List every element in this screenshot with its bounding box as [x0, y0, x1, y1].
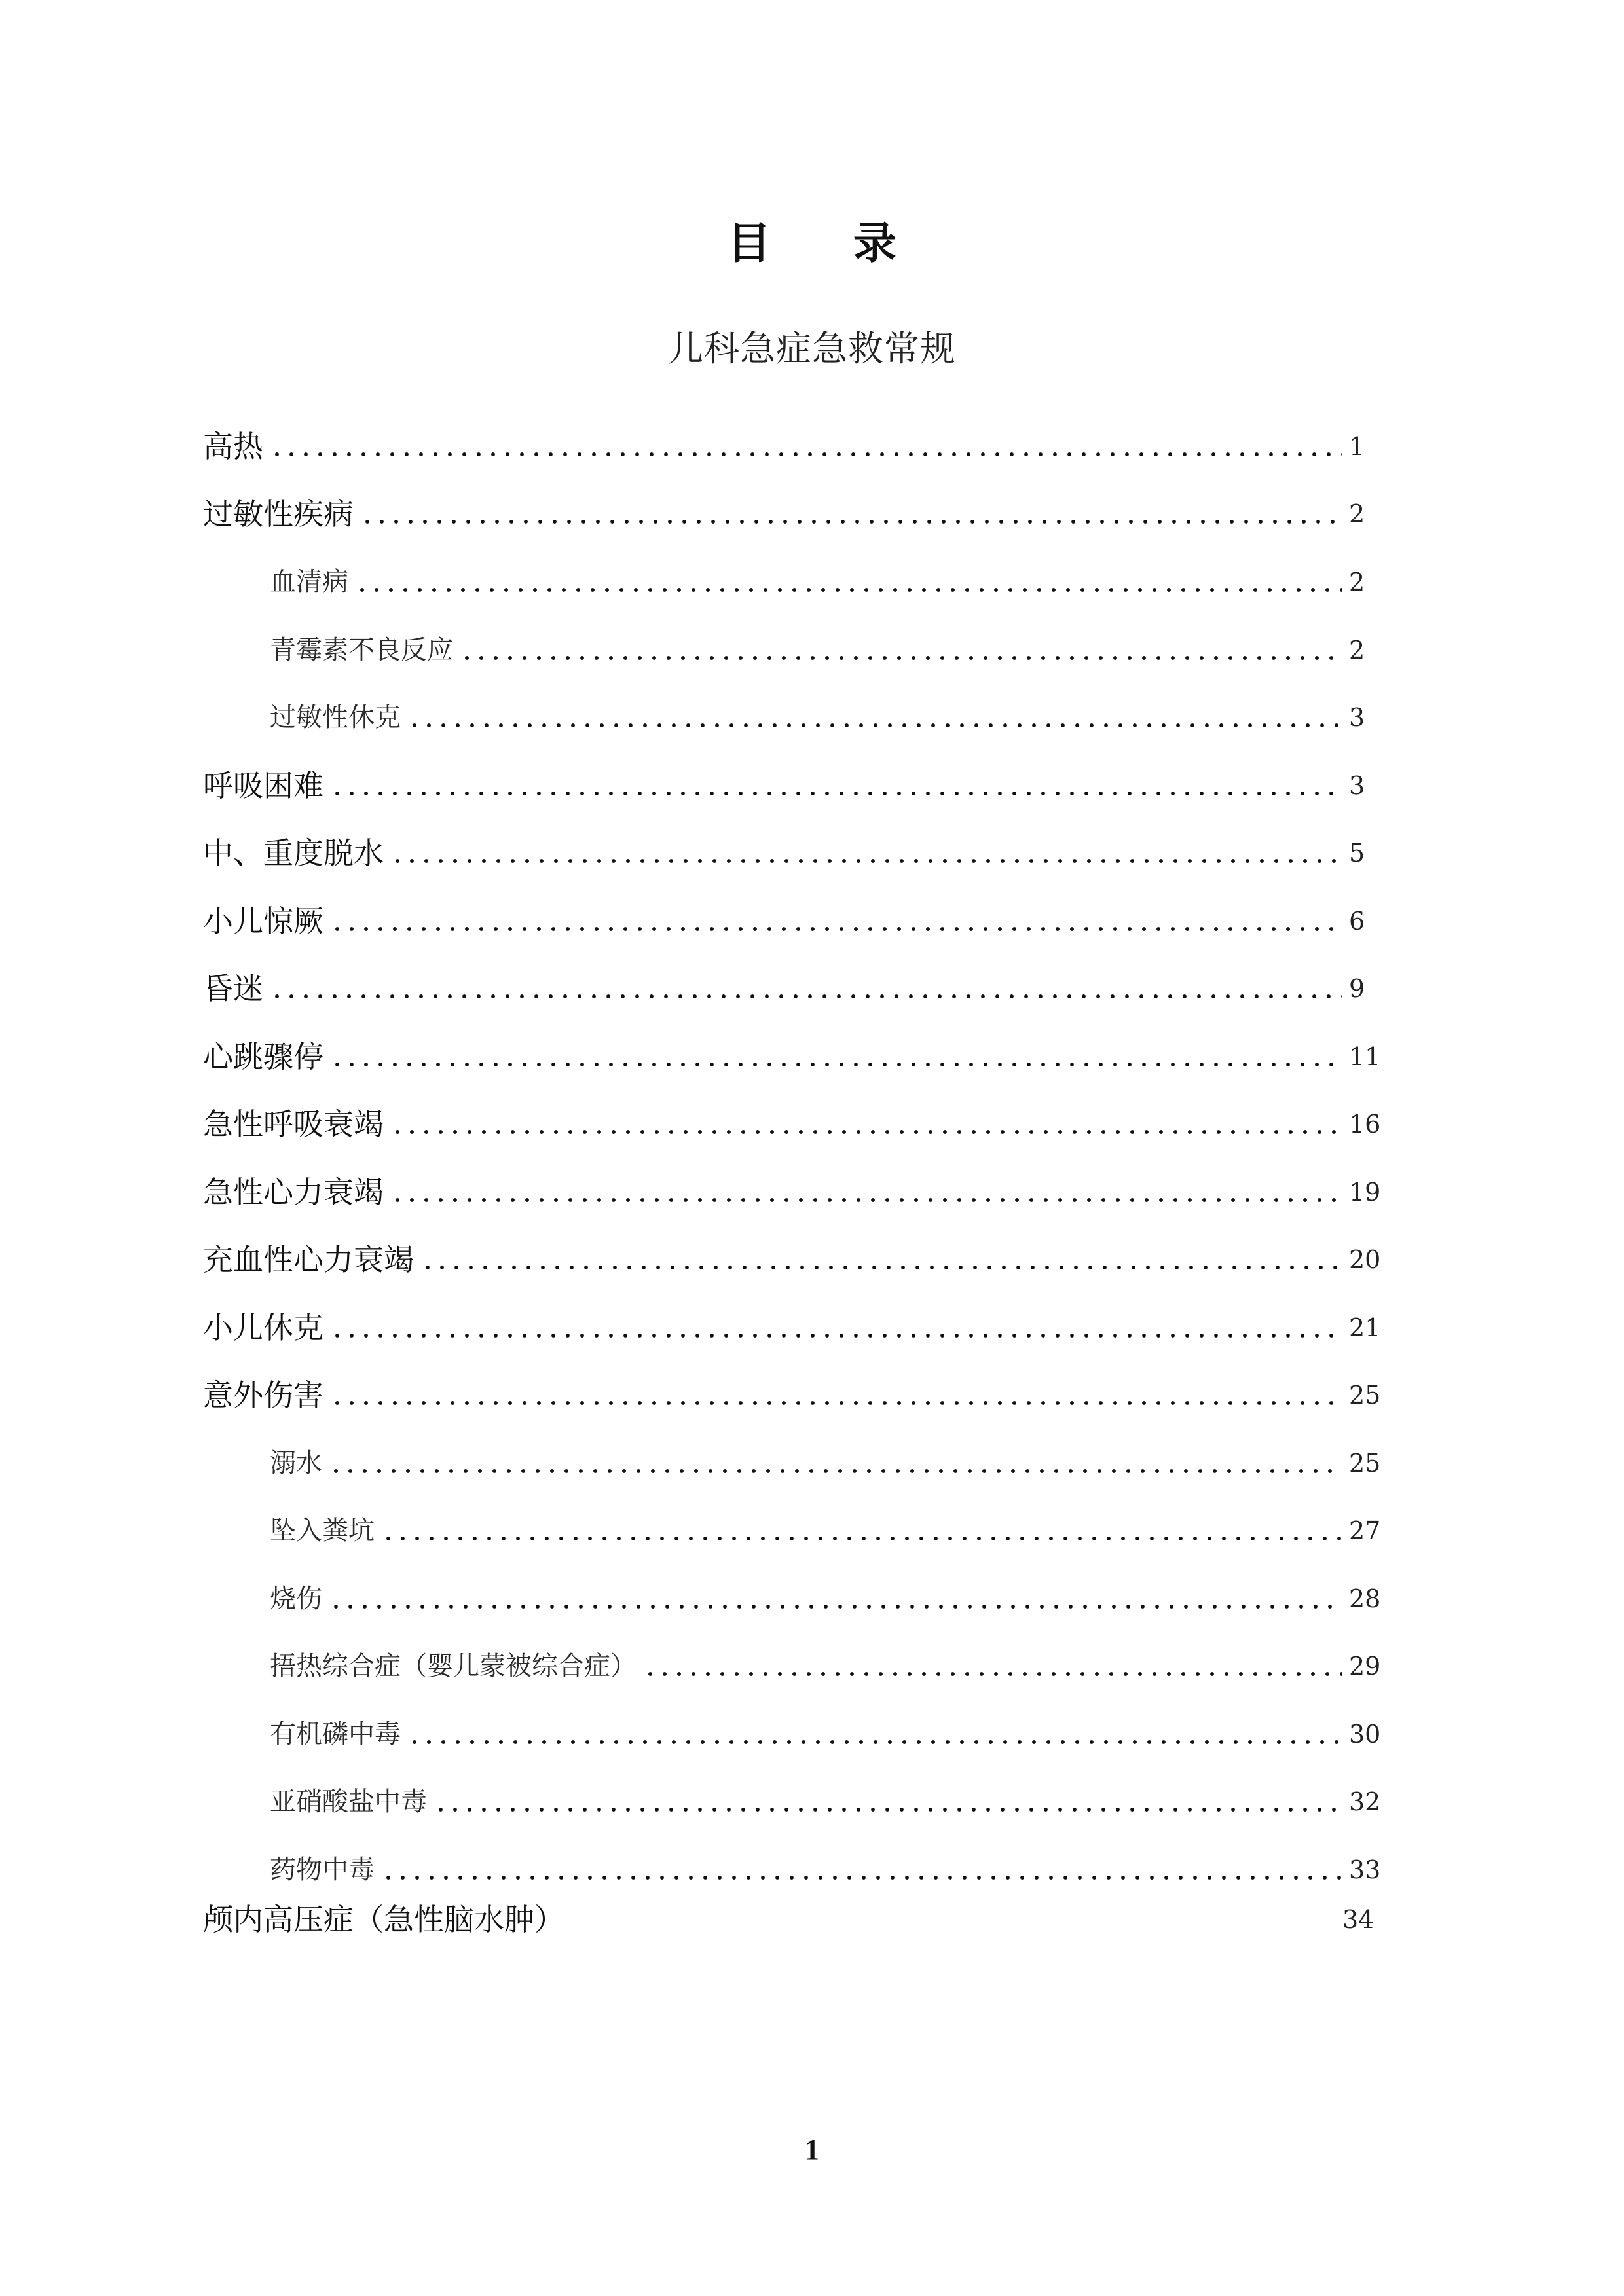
toc-entry-label: 捂热综合症（婴儿蒙被综合症） [270, 1651, 637, 1681]
dot-leader [390, 857, 1342, 865]
toc-entry-label: 颅内高压症（急性脑水肿） [203, 1902, 564, 1937]
toc-entry-page: 3 [1349, 703, 1365, 732]
toc-entry[interactable] [203, 827, 1395, 873]
toc-entry-label: 心跳骤停 [203, 1039, 323, 1074]
toc-entry-page: 25 [1349, 1449, 1381, 1478]
toc-entry[interactable] [203, 1098, 1395, 1144]
toc-entry-page: 34 [1342, 1905, 1375, 1934]
toc-subentry[interactable] [270, 624, 1395, 670]
toc-subentry[interactable] [270, 1504, 1395, 1550]
dot-leader [460, 654, 1342, 662]
toc-entry[interactable] [203, 1302, 1395, 1347]
leader-spacer [571, 1923, 1336, 1931]
dot-leader [381, 1535, 1342, 1542]
toc-entry[interactable] [203, 1233, 1395, 1279]
dot-leader [420, 1264, 1342, 1271]
toc-entry-label: 烧伤 [270, 1584, 322, 1614]
toc-entry-label: 亚硝酸盐中毒 [270, 1787, 427, 1817]
toc-entry-page: 27 [1349, 1516, 1381, 1545]
toc-entry[interactable] [203, 962, 1395, 1008]
dot-leader [360, 518, 1342, 526]
toc-entry-page: 25 [1349, 1381, 1381, 1410]
dot-leader [407, 1738, 1342, 1746]
toc-entry[interactable] [203, 1369, 1395, 1415]
toc-entry-label: 充血性心力衰竭 [203, 1242, 414, 1277]
toc-entry[interactable] [203, 759, 1395, 805]
dot-leader [355, 586, 1342, 594]
dot-leader [330, 1399, 1342, 1407]
toc-entry-page: 19 [1349, 1178, 1381, 1207]
dot-leader [329, 1467, 1342, 1475]
toc-subentry[interactable] [270, 1708, 1395, 1754]
toc-entry[interactable] [203, 1893, 1395, 1939]
dot-leader [270, 993, 1342, 1000]
toc-entry-label: 呼吸困难 [203, 768, 323, 803]
toc-entry-label: 药物中毒 [270, 1855, 375, 1885]
dot-leader [330, 1061, 1342, 1068]
dot-leader [390, 1128, 1342, 1136]
dot-leader [330, 925, 1342, 933]
toc-entry[interactable] [203, 420, 1395, 466]
toc-entry-label: 小儿休克 [203, 1310, 323, 1345]
toc-entry-label: 血清病 [270, 567, 348, 597]
toc-entry-page: 33 [1349, 1855, 1381, 1884]
toc-entry-label: 急性呼吸衰竭 [203, 1106, 384, 1142]
toc-entry-page: 20 [1349, 1245, 1381, 1274]
toc-entry-page: 32 [1349, 1787, 1381, 1816]
dot-leader [390, 1196, 1342, 1204]
toc-subentry[interactable] [270, 1437, 1395, 1483]
toc-entry-page: 29 [1349, 1652, 1381, 1681]
toc-entry-page: 2 [1349, 568, 1365, 596]
page-title-char-1: 目 [728, 218, 853, 268]
toc-subentry[interactable] [270, 556, 1395, 602]
toc-entry[interactable] [203, 895, 1395, 941]
footer-page-number: 1 [805, 2134, 819, 2166]
toc-subentry[interactable] [270, 1640, 1395, 1686]
toc-entry-label: 溺水 [270, 1448, 322, 1478]
toc-entry-page: 9 [1349, 974, 1365, 1003]
toc-entry-page: 5 [1349, 839, 1365, 867]
toc-entry-label: 高热 [203, 429, 263, 464]
toc-entry-page: 3 [1349, 771, 1365, 800]
toc-entry-label: 过敏性疾病 [203, 496, 354, 532]
dot-leader [330, 1332, 1342, 1339]
toc-entry-label: 昏迷 [203, 971, 263, 1006]
toc-entry-label: 过敏性休克 [270, 702, 401, 733]
toc-entry-label: 青霉素不良反应 [270, 635, 453, 665]
dot-leader [330, 790, 1342, 797]
toc-subentry[interactable] [270, 1844, 1395, 1889]
toc-entry-page: 11 [1349, 1042, 1381, 1071]
dot-leader [434, 1806, 1342, 1813]
toc-entry[interactable] [203, 1166, 1395, 1212]
dot-leader [270, 450, 1342, 458]
page-title-char-2: 录 [853, 218, 979, 268]
toc-subentry[interactable] [270, 1573, 1395, 1618]
dot-leader [329, 1603, 1342, 1611]
toc-entry-label: 急性心力衰竭 [203, 1175, 384, 1210]
page-subtitle: 儿科急症急救常规 [668, 328, 956, 369]
toc-entry-label: 有机磷中毒 [270, 1719, 401, 1749]
toc-entry-page: 2 [1349, 500, 1365, 528]
toc-entry-page: 21 [1349, 1313, 1381, 1342]
dot-leader [407, 721, 1342, 729]
toc-entry-page: 28 [1349, 1584, 1381, 1613]
toc-entry-page: 30 [1349, 1720, 1381, 1749]
toc-entry-label: 坠入粪坑 [270, 1516, 375, 1546]
toc-entry-label: 小儿惊厥 [203, 903, 323, 939]
toc-entry-page: 16 [1349, 1110, 1381, 1139]
toc-entry-page: 6 [1349, 907, 1365, 936]
dot-leader [381, 1874, 1342, 1882]
toc-entry[interactable] [203, 1030, 1395, 1076]
toc-entry-page: 2 [1349, 636, 1365, 665]
toc-entry-label: 中、重度脱水 [203, 835, 384, 871]
toc-entry[interactable] [203, 488, 1395, 534]
toc-entry-page: 1 [1349, 432, 1365, 461]
toc-subentry[interactable] [270, 691, 1395, 737]
dot-leader [643, 1670, 1342, 1678]
toc-subentry[interactable] [270, 1776, 1395, 1821]
toc-entry-label: 意外伤害 [203, 1377, 323, 1413]
